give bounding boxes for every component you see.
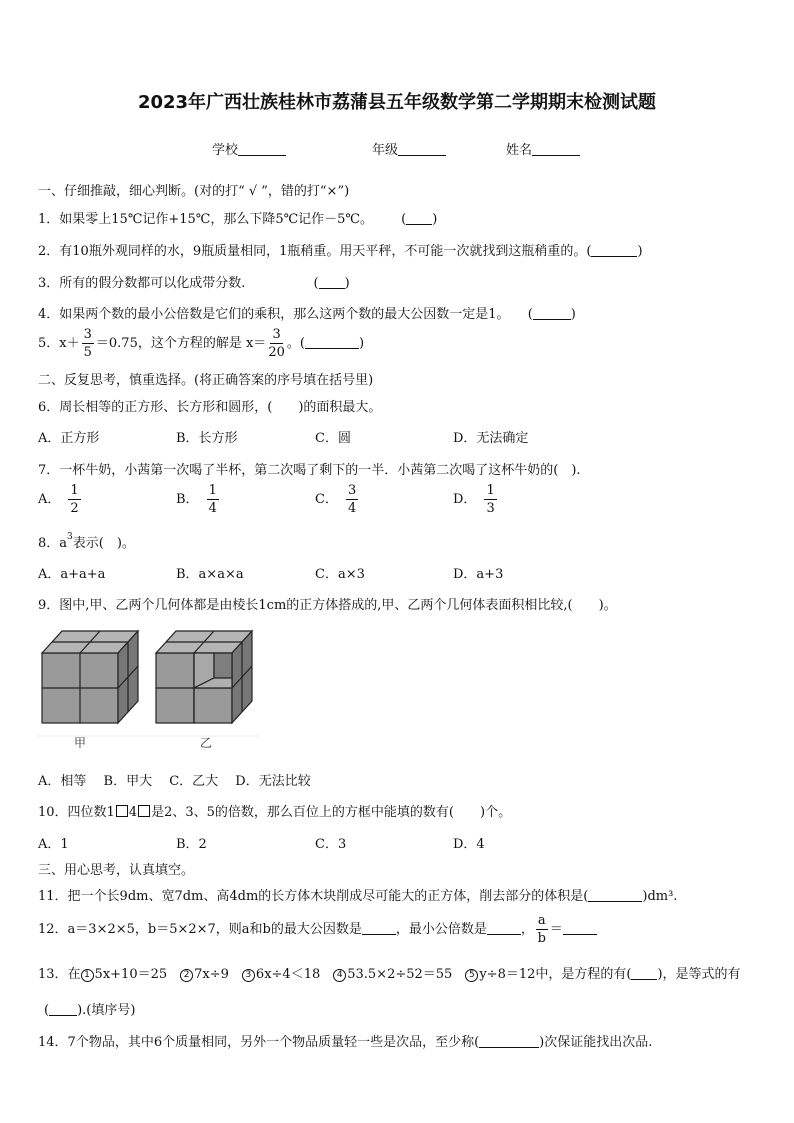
expression-item: 53.5×2÷52＝55 [347,967,466,982]
question-12 [38,914,597,945]
question-1-text: 1．如果零上15℃记作+15℃，那么下降5℃记作－5℃。 [38,212,373,227]
circled-number: 1 [81,969,94,982]
question-5-prefix: 5．x＋ [38,336,80,351]
q6-option-d[interactable]: D．无法确定 [453,431,529,446]
fraction-3-4 [346,484,358,515]
fraction-1-4 [207,484,219,515]
option-label: C． [315,492,338,507]
q10-option-b[interactable]: B．2 [176,837,207,852]
expression-item: y÷8＝12 [479,967,536,982]
q6-option-a[interactable]: A．正方形 [38,431,100,446]
fraction-denominator: 3 [486,501,495,516]
question-8-text-b: 表示( )。 [72,536,135,551]
question-5: 5．x＋ $\frac{3}{5}$ ＝0.75，这个方程的解是 x＝ $\frac{3}{20}$ 。( ) [38,327,365,360]
question-3-text: 3．所有的假分数都可以化成带分数. [38,276,246,291]
fraction-numerator: 1 [70,483,79,498]
section-2-heading: 二、反复思考，慎重选择。(将正确答案的序号填在括号里) [38,373,374,388]
cube-figure-a [42,631,138,723]
option-label: B． [176,492,199,507]
question-12-text-c: ， [520,922,534,937]
q10-option-d[interactable]: D．4 [453,837,485,852]
question-11 [38,885,677,904]
expression-item: 6x÷4＜18 [255,967,334,982]
fraction-numerator: 3 [83,327,92,342]
answer-blank-12-ratio[interactable] [563,922,597,935]
question-2: 2．有10瓶外观同样的水，9瓶质量相同，1瓶稍重。用天平秤，不可能一次就找到这瓶稍重的。( ) [38,244,643,259]
option-label: A． [38,492,61,507]
fraction-a-b [536,914,548,945]
fraction-numerator: 1 [208,483,217,498]
q8-option-c[interactable]: C．a×3 [315,567,365,582]
exam-title: 2023年广西壮族桂林市荔蒲县五年级数学第二学期期末检测试题 [137,92,657,113]
school-label: 学校 [212,143,239,158]
fraction-denominator: 5 [83,345,92,360]
answer-blank-12-lcm[interactable] [487,922,521,935]
fraction-1-2 [68,484,80,515]
grade-label: 年级 [372,143,399,158]
q8-option-d[interactable]: D．a+3 [453,567,504,582]
question-11-text: 11．把一个长9dm、宽7dm、高4dm的长方体木块削成尽可能大的正方体，削去部分的体积是( [38,889,589,904]
question-8-text-a: 8．a [38,536,68,551]
figure-label-a: 甲 [74,736,87,750]
question-12-text-a: 12．a＝3×2×5，b＝5×2×7，则a和b的最大公因数是 [38,922,362,937]
question-13-prefix: 13．在 [38,967,81,982]
fraction-numerator: 3 [272,327,281,342]
q7-option-c[interactable] [315,484,360,515]
answer-blank-14[interactable] [479,1035,539,1048]
answer-blank-11[interactable] [588,889,642,902]
school-blank[interactable] [238,142,286,156]
question-5-suffix: 。 [286,336,300,351]
question-4-text: 4．如果两个数的最小公倍数是它们的乘积，那么这两个数的最大公因数一定是1。 [38,307,510,322]
name-blank[interactable] [532,142,580,156]
school-field[interactable] [212,139,286,158]
expression-item: 5x+10＝25 [94,967,181,982]
circled-number: 2 [180,969,193,982]
q10-option-a[interactable]: A．1 [38,837,69,852]
question-1: 1．如果零上15℃记作+15℃，那么下降5℃记作－5℃。 ( ) [38,212,438,227]
circled-number: 4 [333,969,346,982]
question-13 [38,963,741,982]
question-11-end: )dm³. [642,889,678,904]
question-6: 6．周长相等的正方形、长方形和圆形，( )的面积最大。 [38,400,382,415]
answer-blank-3[interactable] [319,276,345,289]
name-label: 姓名 [506,143,533,158]
question-4: 4．如果两个数的最小公倍数是它们的乘积，那么这两个数的最大公因数一定是1。 ( ) [38,307,576,322]
grade-field[interactable] [372,139,446,158]
fraction-1-3 [484,484,496,515]
fraction-3-20 [268,328,285,359]
question-14-text-a: 14．7个物品，其中6个质量相同，另外一个物品质量轻一些是次品，至少称( [38,1035,480,1050]
digit-box-icon [138,805,150,817]
grade-blank[interactable] [398,142,446,156]
fraction-denominator: b [537,931,546,946]
answer-blank-1[interactable] [406,212,432,225]
section-1-heading: 一、仔细推敲，细心判断。(对的打“ √ ”，错的打“×”) [38,184,350,199]
question-10 [38,801,511,820]
q7-option-a[interactable] [38,484,83,515]
question-9: 9．图中,甲、乙两个几何体都是由棱长1cm的正方体搭成的,甲、乙两个几何体表面积相比较,( )。 [38,598,617,613]
question-13-tail: ).(填序号) [77,1003,136,1018]
q7-option-b[interactable] [176,484,221,515]
question-14 [38,1031,652,1050]
question-3: 3．所有的假分数都可以化成带分数. ( ) [38,276,350,291]
q7-option-d[interactable] [453,484,499,515]
figure-label-b: 乙 [200,736,213,750]
question-13-mid2: )，是等式的有 [657,967,741,982]
answer-blank-4[interactable] [533,307,571,320]
section-3-heading: 三、用心思考，认真填空。 [38,863,195,878]
question-12-text-b: ，最小公倍数是 [395,922,487,937]
question-2-text: 2．有10瓶外观同样的水，9瓶质量相同，1瓶稍重。用天平秤，不可能一次就找到这瓶稍重的。 [38,244,587,259]
cube-figures [38,623,258,753]
fraction-numerator: 3 [347,483,357,498]
answer-blank-13-identities[interactable] [49,1003,77,1016]
name-field[interactable] [506,139,580,158]
paren-open: ( [44,1003,50,1018]
question-13-mid: 中，是方程的有( [535,967,632,982]
q9-options[interactable]: A．相等 B．甲大 C．乙大 D．无法比较 [38,774,311,789]
question-8 [38,532,135,551]
fraction-denominator: 4 [208,501,217,516]
question-13-cont [44,999,135,1018]
answer-blank-5[interactable] [305,336,359,349]
question-10-text-b: 4 [128,805,138,820]
question-7: 7．一杯牛奶，小茜第一次喝了半杯，第二次喝了剩下的一半．小茜第二次喝了这杯牛奶的( ). [38,463,581,478]
circled-number: 5 [465,969,478,982]
q8-option-b[interactable]: B．a×a×a [176,567,244,582]
q6-option-b[interactable]: B．长方形 [176,431,238,446]
question-10-text-c: 是2、3、5的倍数，那么百位上的方框中能填的数有( )个。 [151,805,512,820]
answer-blank-12-gcd[interactable] [362,922,396,935]
question-12-text-d: ＝ [549,922,563,937]
question-10-text-a: 10．四位数1 [38,805,115,820]
q10-option-c[interactable]: C．3 [315,837,347,852]
expression-item: 7x÷9 [194,967,242,982]
fraction-numerator: 1 [486,483,495,498]
circled-number: 3 [242,969,255,982]
fraction-denominator: 4 [347,501,357,516]
digit-box-icon [116,805,128,817]
fraction-denominator: 2 [70,501,79,516]
q8-option-a[interactable]: A．a+a+a [38,567,106,582]
answer-blank-2[interactable] [591,244,637,257]
exponent: 3 [67,532,73,542]
fraction-3-5 [82,328,94,359]
cube-figure-b [156,631,252,723]
option-label: D． [453,492,477,507]
fraction-numerator: a [537,913,546,928]
q6-option-c[interactable]: C．圆 [315,431,351,446]
question-5-mid: ＝0.75，这个方程的解是 x＝ [95,336,267,351]
question-14-text-b: )次保证能找出次品. [539,1035,653,1050]
answer-blank-13-equations[interactable] [631,967,657,980]
fraction-denominator: 20 [268,345,285,360]
